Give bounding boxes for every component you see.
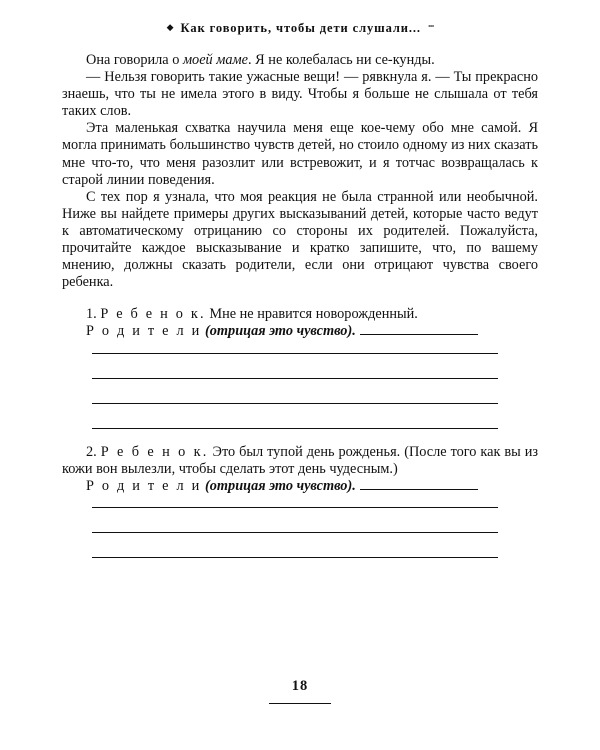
diamond-icon: ◆	[166, 21, 174, 32]
answer-rule[interactable]	[360, 323, 478, 335]
exercise-parent-line	[62, 323, 538, 340]
page-number: 18	[291, 678, 309, 694]
answer-line[interactable]	[92, 378, 498, 379]
exercise-parent-line	[62, 478, 538, 495]
child-text: Это был тупой день рожденья. (После того как вы из кожи вон вылезли, чтобы сделать этот день чудесным.)	[62, 443, 539, 477]
paragraph	[62, 189, 538, 292]
parent-hint: (отрицая это чувство).	[205, 323, 356, 340]
answer-rule[interactable]	[360, 478, 478, 490]
child-text: Мне не нравится новорожденный.	[209, 306, 418, 323]
answer-lines	[62, 353, 538, 429]
footer-rule	[269, 703, 331, 704]
answer-line[interactable]	[92, 557, 498, 558]
answer-line[interactable]	[92, 428, 498, 429]
text-run: С тех пор я узнала, что моя реакция не была странной или необычной. Ниже вы найдете примеры других высказываний детей, которые часто ведут к автоматическому отрицанию со стороны их родителей. Пожалуйста, прочитайте каждое высказывание и кратко запишите, что, по вашему мнению, должны сказать родители, если они отрицают чувства своего ребенка.	[62, 188, 538, 291]
exercise-item	[62, 306, 538, 428]
header-title: Как говорить, чтобы дети слушали...	[180, 20, 421, 35]
parent-label: Р о д и т е л и	[86, 477, 202, 494]
running-header	[62, 18, 538, 38]
child-label: Р е б е н о к.	[100, 306, 206, 323]
page-footer	[0, 678, 600, 704]
text-run: Эта маленькая схватка научила меня еще кое-чему обо мне самой. Я могла принимать большинство чувств детей, но стоило одному из них сказать мне что-то, что меня разозлит или встревожит, и я тотчас возвращалась к старой линии поведения.	[62, 120, 538, 188]
text-run: . Я не колебалась ни се-кунды.	[248, 52, 435, 68]
answer-line[interactable]	[92, 403, 498, 404]
exercise-number: 1.	[86, 306, 97, 323]
text-run: Она говорила о	[86, 52, 183, 68]
exercise-child-line	[62, 306, 538, 323]
text-run-italic: моей маме	[182, 52, 249, 68]
exercise-item	[62, 444, 538, 558]
answer-line[interactable]	[92, 507, 498, 508]
child-label: Р е б е н о к.	[100, 443, 209, 460]
exercise-number: 2.	[86, 443, 97, 460]
answer-lines	[62, 507, 538, 558]
paragraph	[62, 120, 538, 188]
ornament-icon: •••	[427, 21, 434, 31]
answer-line[interactable]	[92, 532, 498, 533]
text-run: — Нельзя говорить такие ужасные вещи! — рявкнула я. — Ты прекрасно знаешь, что ты не имела этого в виду. Чтобы я больше не слышала от тебя таких слов.	[62, 69, 538, 120]
parent-label: Р о д и т е л и	[86, 323, 202, 340]
paragraph	[62, 52, 538, 69]
parent-hint: (отрицая это чувство).	[205, 477, 356, 494]
exercise-child-line	[62, 444, 538, 478]
paragraph	[62, 69, 538, 120]
answer-line[interactable]	[92, 353, 498, 354]
